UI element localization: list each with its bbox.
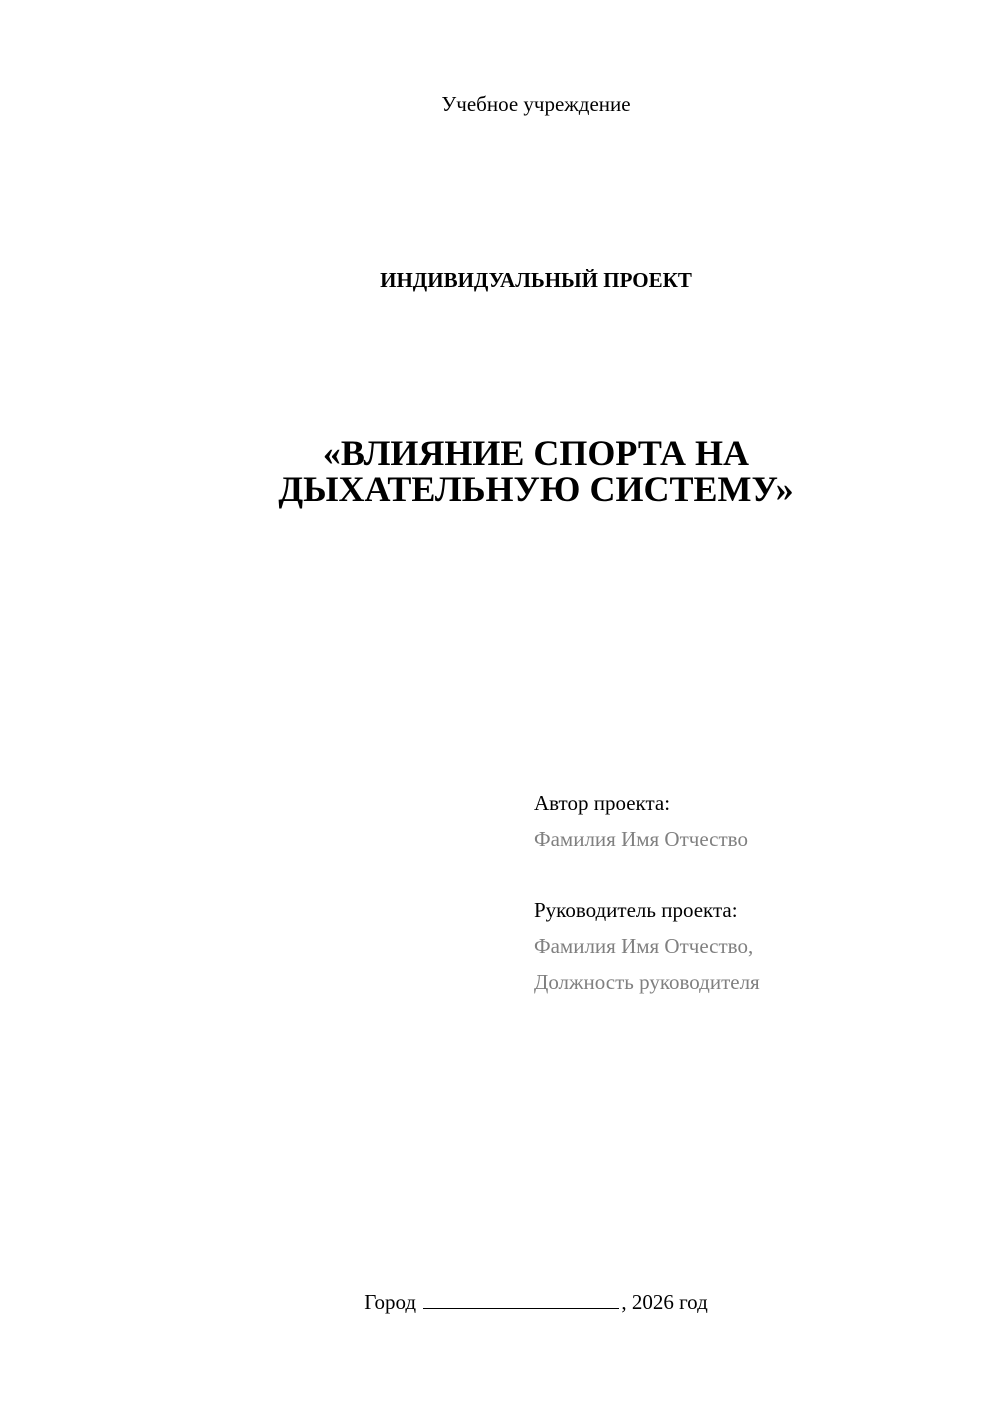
supervisor-name-placeholder: Фамилия Имя Отчество,: [534, 934, 754, 958]
author-label: Автор проекта:: [534, 791, 671, 815]
project-type: ИНДИВИДУАЛЬНЫЙ ПРОЕКТ: [380, 268, 692, 292]
project-title-line-1: «ВЛИЯНИЕ СПОРТА НА: [322, 433, 750, 473]
supervisor-position-placeholder: Должность руководителя: [534, 970, 760, 994]
supervisor-block: [534, 892, 760, 1000]
author-name-placeholder: Фамилия Имя Отчество: [534, 827, 748, 851]
author-block: [534, 785, 748, 857]
institution-name: Учебное учреждение: [441, 92, 631, 116]
project-title-line-2: ДЫХАТЕЛЬНУЮ СИСТЕМУ»: [278, 469, 794, 509]
city-label: Город: [364, 1290, 417, 1314]
project-title: [0, 435, 1000, 507]
city-blank-line: [423, 1290, 619, 1309]
year-text: , 2026 год: [621, 1290, 708, 1314]
supervisor-label: Руководитель проекта:: [534, 898, 738, 922]
footer-city-year: [0, 1290, 1000, 1315]
